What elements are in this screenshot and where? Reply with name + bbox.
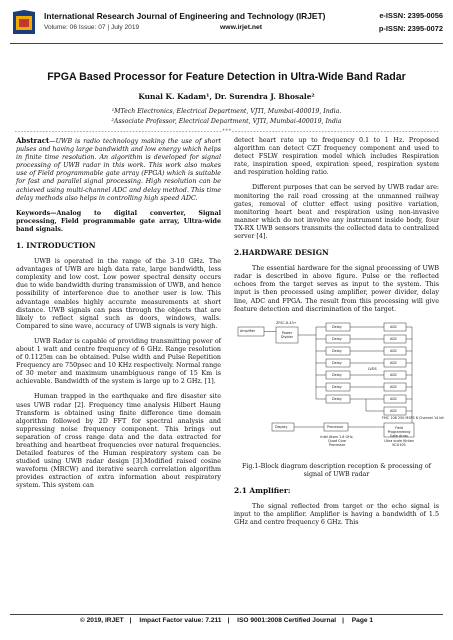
- delay-label: Delay: [332, 384, 342, 389]
- fpga-label: Field Programming Gate Array: [387, 425, 411, 438]
- journal-header: [10, 8, 443, 48]
- delay-label: Delay: [332, 336, 342, 341]
- adc-label: ADC: [390, 372, 398, 377]
- footer-rule: [10, 614, 443, 615]
- affiliation-2: ²Associate Professor, Electrical Department, VJTI, Mumbai-400019, India: [111, 118, 342, 125]
- irjet-logo: [10, 8, 38, 38]
- section-separator: -------------------------------------------------------------------***-------------------------------------------------------------------: [14, 128, 439, 135]
- header-rule: [10, 43, 443, 44]
- right-paragraph-2: Different purposes that can be served by UWB radar are: monitoring the rail road crossing at the unmanned railway gates, removal of clutter effect using positive variation, monitoring heart beat and respiration using non-invasive manner which do not involve any instrument inside body, four TX-RX UWB sensors transmits the collected data to centralized server [4].: [234, 184, 439, 241]
- divider-label: Power Divider: [280, 330, 294, 339]
- delay-label: Delay: [332, 372, 342, 377]
- intro-paragraph-3: Human trapped in the earthquake and fire disaster site uses UWB radar [2]. Frequency time analysis Hilbert Haung Transform is obtained using finite difference time domain algorithm followed by 2D FFT for spectral analysis and suppressing noise frequency component. This brings out separation of cross range data and the data extracted for breathing and heartbeat frequencies over natural frequencies. Detailed features of the Human respiratory system can be studied using UWB radar design [3].Modified raised cosine waveform (MRCW) and iterative search correlation algorithm provides extraction of extra information about respiratory system. This system can: [16, 393, 221, 490]
- cpu-note: Intel Atom 1.6 GHz, Quad Core Processor: [320, 434, 354, 447]
- intro-paragraph-2: UWB Radar is capable of providing transmitting power of about 1 watt and centre frequency of 6 GHz. Range resolution of 0.1125m can be obtained. Pulse width and Pulse Repetition Frequency are 750psec and 10 KHz respectively. Normal range of 30 meter and maximum unambiguous range of 15 Km is achievable. Bandwidth of the system is large up to 2 GHz. [1].: [16, 337, 221, 386]
- footer-iso: ISO 9001:2008 Certified Journal: [237, 617, 337, 624]
- keywords: [16, 210, 221, 234]
- delay-label: Delay: [332, 396, 342, 401]
- block-diagram-figure: [234, 320, 444, 459]
- processor-label: Processor: [327, 424, 344, 429]
- right-paragraph-1: detect heart rate up to frequency 0.1 to 1 Hz. Proposed algorithm can detect CZT frequency component and used to detect FSLW respiration model which includes Respiration rate, inspiration speed, expiration speed, respiration system and respiration holding ratio.: [234, 137, 439, 177]
- keywords-text: —Analog to digital converter, Signal processing, Field programmable gate array, Ultra-wide band signals.: [16, 209, 221, 233]
- page-footer: © 2019, IRJET | Impact Factor value: 7.211 | ISO 9001:2008 Certified Journal | Page 1: [79, 617, 374, 624]
- delay-label: Delay: [332, 324, 342, 329]
- journal-website-link[interactable]: www.irjet.net: [220, 24, 263, 31]
- right-paragraph-3: The essential hardware for the signal processing of UWB radar is described in above figure. Pulse or the reflected echoes from the target serves as input to the system. This input is then processed using amplifier, power divider, delay line, ADC and FPGA. The result from this processing will give feature detection and discrimination of the target.: [234, 265, 439, 313]
- adc-label: ADC: [390, 384, 398, 389]
- paper-authors: Kunal K. Kadam¹, Dr. Surendra J. Bhosale²: [138, 92, 315, 101]
- volume-issue: Volume: 06 Issue: 07 | July 2019: [44, 24, 140, 31]
- journal-title: International Research Journal of Engineering and Technology (IRJET): [44, 11, 326, 21]
- right-paragraph-4: The signal reflected from target or the echo signal is input to the amplifier. Amplifier is having a bandwidth of 1.5 GHz and centre frequency 6 GHz. This: [234, 502, 439, 526]
- adc-label: ADC: [390, 408, 398, 413]
- figure-caption: Fig.1-Block diagram description reception & processing of signal of UWB radar: [241, 462, 432, 478]
- delay-label: Delay: [332, 348, 342, 353]
- paper-title: FPGA Based Processor for Feature Detection in Ultra-Wide Band Radar: [47, 71, 406, 83]
- abstract-text: —UWB is radio technology making the use of short pulses and having large bandwidth and low energy which helps in finite time resolution. An algorithm is developed for signal processing of UWB radar in this work. This work also makes use of Field programmable gate array (FPGA) which is suitable for fast and parallel signal processing. High resolution can be achieved using multi-channel ADC and delay method. This time delay methods also helps in controlling high speed ADC.: [16, 138, 221, 202]
- adc-label: ADC: [390, 324, 398, 329]
- e-issn: e-ISSN: 2395-0056: [379, 11, 443, 20]
- divider-part-label: ZFSC-8-43+: [276, 320, 297, 325]
- abstract: [16, 137, 221, 203]
- section-heading-introduction: 1. INTRODUCTION: [16, 241, 96, 251]
- left-column: [16, 137, 221, 498]
- adc-label: ADC: [390, 336, 398, 341]
- display-label: Display: [275, 424, 288, 429]
- intro-paragraph-1: UWB is operated in the range of the 3-10 GHz. The advantages of UWB are high data rate, large bandwidth, less complexity and low cost. Low power spectral density occurs due to wide bandwidth during transmission of UWB, and hence possibility of interference due to another user is low. This advantage enables highly accurate measurements at short distance. UWB signals can pass through the objects that are likely to reflect signal such as doors, windows, walls. Compared to sine wave, accuracy of UWB signals is very high.: [16, 258, 221, 330]
- fpga-card-label: FMC 108 250 MSPS 8 Channel 14 bit: [382, 415, 444, 420]
- footer-page-number: Page 1: [351, 617, 374, 624]
- lvds-label: LVDS: [368, 366, 377, 371]
- section-heading-hardware: 2.HARDWARE DESIGN: [234, 248, 329, 258]
- amplifier-label: Amplifier: [240, 328, 256, 333]
- right-column: [234, 137, 444, 534]
- footer-impact-factor: Impact Factor value: 7.211: [139, 617, 222, 624]
- affiliation-1: ¹MTech Electronics, Electrical Department, VJTI, Mumbai-400019, India.: [111, 108, 342, 115]
- section-heading-amplifier: 2.1 Amplifier:: [234, 485, 291, 495]
- delay-label: Delay: [332, 360, 342, 365]
- fpga-board-note: Ultra scale Kintex KCU105: [384, 438, 414, 447]
- adc-label: ADC: [390, 396, 398, 401]
- adc-label: ADC: [390, 348, 398, 353]
- p-issn: p-ISSN: 2395-0072: [378, 24, 443, 33]
- adc-label: ADC: [390, 360, 398, 365]
- keywords-label: Keywords: [16, 209, 51, 217]
- abstract-label: Abstract: [16, 136, 50, 145]
- footer-copyright: © 2019, IRJET: [79, 617, 124, 624]
